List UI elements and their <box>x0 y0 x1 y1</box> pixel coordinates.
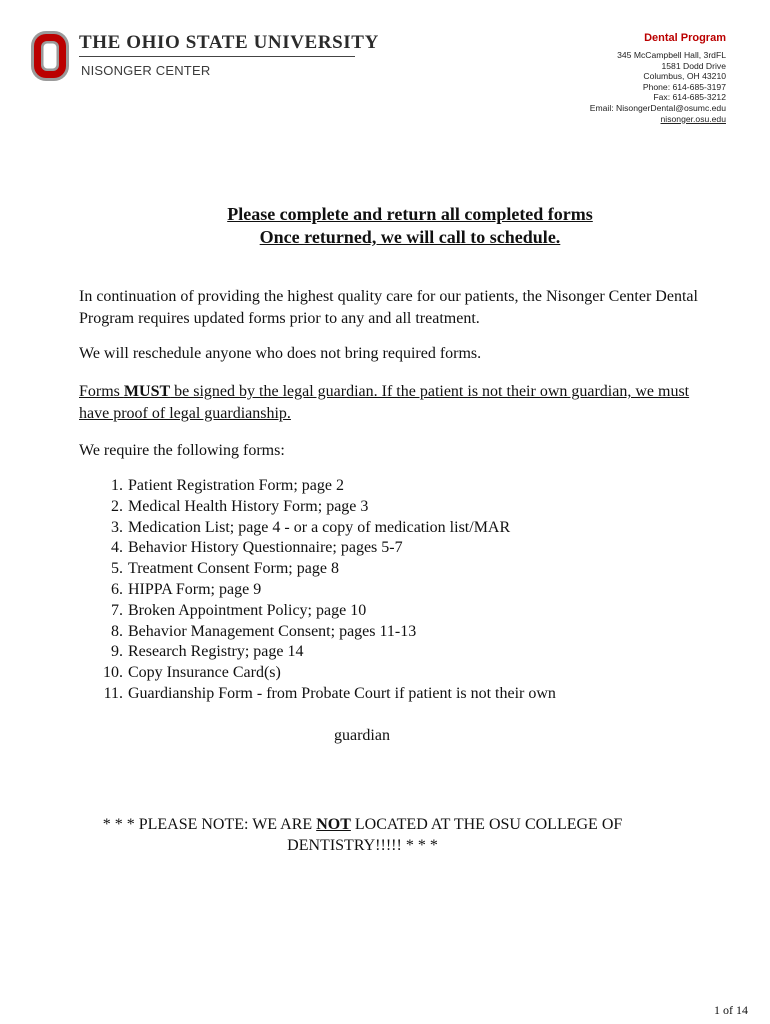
page-heading <box>0 203 770 249</box>
require-paragraph: We require the following forms: <box>79 442 285 459</box>
list-number: 11. <box>103 684 123 702</box>
note-not-emphasis: NOT <box>316 816 351 833</box>
contact-block <box>590 32 726 124</box>
must-emphasis: MUST <box>123 383 171 400</box>
list-label: Research Registry; page 14 <box>128 643 304 661</box>
fax-number: Fax: 614-685-3212 <box>653 92 726 103</box>
page-number: 1 of 14 <box>714 1003 748 1017</box>
list-number: 3. <box>111 518 123 536</box>
list-item <box>79 559 699 580</box>
logo-divider <box>79 56 355 57</box>
osu-nisonger-logo <box>30 30 379 82</box>
list-label: Medical Health History Form; page 3 <box>128 497 369 515</box>
program-name: Dental Program <box>644 32 726 44</box>
heading-line-1: Please complete and return all completed forms <box>227 204 593 224</box>
list-number: 5. <box>111 560 123 578</box>
list-number: 10. <box>103 664 123 682</box>
list-label: Behavior History Questionnaire; pages 5-7 <box>128 539 403 557</box>
list-item <box>79 622 699 643</box>
intro-paragraph: In continuation of providing the highest quality care for our patients, the Nisonger Center Dental Program requires updated forms prior to any and all treatment. <box>79 288 698 327</box>
university-name: THE OHIO STATE UNIVERSITY <box>79 32 379 53</box>
list-label: Behavior Management Consent; pages 11-13 <box>128 622 417 640</box>
reschedule-paragraph: We will reschedule anyone who does not bring required forms. <box>79 345 482 362</box>
address-line-2: 1581 Dodd Drive <box>661 60 726 71</box>
list-continuation: guardian <box>334 727 390 744</box>
address-city: Columbus, OH 43210 <box>643 71 726 82</box>
email-address: Email: NisongerDental@osumc.edu <box>589 102 726 113</box>
list-label: Copy Insurance Card(s) <box>128 664 281 682</box>
list-item <box>79 684 699 705</box>
address-line-1: 345 McCampbell Hall, 3rdFL <box>617 50 726 60</box>
website-link[interactable]: nisonger.osu.edu <box>660 113 726 124</box>
phone-number: Phone: 614-685-3197 <box>642 81 726 92</box>
list-item <box>79 497 699 518</box>
list-item <box>79 642 699 663</box>
list-number: 9. <box>111 643 123 661</box>
list-item <box>79 601 699 622</box>
list-number: 6. <box>111 580 123 598</box>
list-label: Broken Appointment Policy; page 10 <box>128 601 367 619</box>
heading-line-2: Once returned, we will call to schedule. <box>259 227 561 247</box>
forms-list <box>79 476 699 705</box>
location-note <box>80 814 645 856</box>
list-number: 4. <box>111 539 123 557</box>
block-o-icon <box>30 30 70 82</box>
note-prefix: * * * PLEASE NOTE: WE ARE <box>102 816 317 833</box>
list-number: 7. <box>111 601 123 619</box>
list-item <box>79 580 699 601</box>
list-label: Medication List; page 4 - or a copy of medication list/MAR <box>128 518 511 536</box>
list-number: 8. <box>111 622 123 640</box>
list-item <box>79 663 699 684</box>
list-label: Patient Registration Form; page 2 <box>128 477 344 494</box>
list-item <box>79 538 699 559</box>
guardian-paragraph <box>79 381 699 425</box>
list-label: HIPPA Form; page 9 <box>128 580 262 598</box>
list-label: Guardianship Form - from Probate Court if patient is not their own <box>128 684 556 702</box>
guardian-prefix: Forms <box>79 383 124 400</box>
list-number: 2. <box>111 497 123 515</box>
list-label: Treatment Consent Form; page 8 <box>128 560 339 578</box>
list-number: 1. <box>111 477 123 494</box>
center-name: NISONGER CENTER <box>81 63 211 78</box>
list-item <box>79 518 699 539</box>
note-suffix: LOCATED AT THE OSU COLLEGE OF DENTISTRY!!!!! * * * <box>287 816 623 854</box>
list-item <box>79 476 699 497</box>
guardian-rest: be signed by the legal guardian. If the patient is not their own guardian, we must have proof of legal guardianship. <box>79 383 690 422</box>
